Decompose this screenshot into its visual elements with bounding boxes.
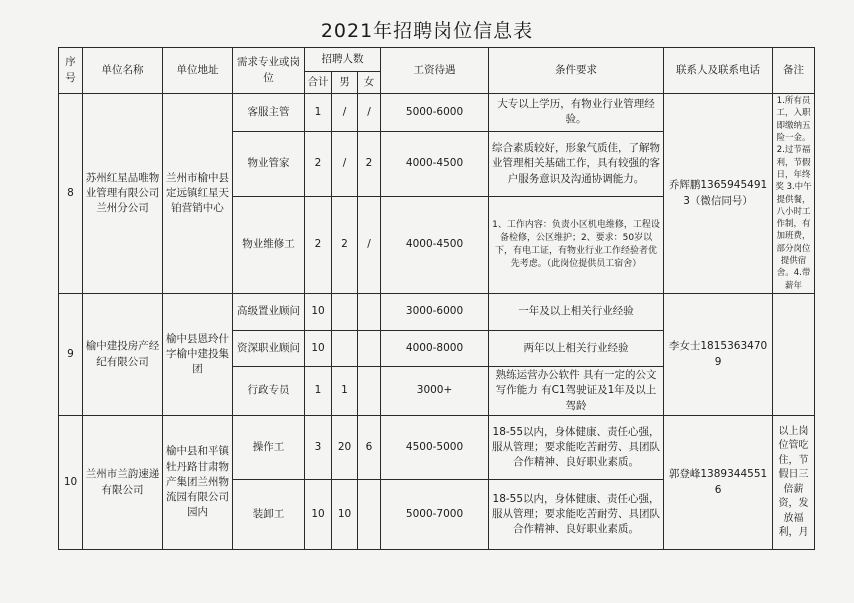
female-cell: [358, 294, 381, 331]
header-notes: 备注: [773, 48, 815, 94]
requirements-cell: 熟练运营办公软件 具有一定的公文写作能力 有C1驾驶证及1年及以上驾龄: [489, 367, 664, 416]
header-female: 女: [358, 72, 381, 94]
total-cell: 2: [305, 197, 332, 294]
total-cell: 10: [305, 331, 332, 367]
header-unit-name: 单位名称: [83, 48, 163, 94]
total-cell: 3: [305, 416, 332, 480]
header-recruit-count: 招聘人数: [305, 48, 381, 72]
female-cell: 2: [358, 131, 381, 196]
header-salary: 工资待遇: [381, 48, 489, 94]
header-unit-address: 单位地址: [163, 48, 233, 94]
salary-cell: 5000-7000: [381, 480, 489, 550]
position-cell: 物业管家: [233, 131, 305, 196]
female-cell: [358, 480, 381, 550]
male-cell: [332, 294, 358, 331]
header-contact: 联系人及联系电话: [664, 48, 773, 94]
unit-name-cell: 苏州红星品唯物业管理有限公司兰州分公司: [83, 94, 163, 294]
notes-cell: 1.所有员工，入职即缴纳五险一金。2.过节福利，节假日，年终奖 3.中午提供餐，八小时工作制，有加班费，部分岗位提供宿舍。4.带薪年: [773, 94, 815, 294]
contact-cell: 李女士18153634709: [664, 294, 773, 416]
unit-name-cell: 兰州市兰韵速递有限公司: [83, 416, 163, 550]
notes-cell: 以上岗位管吃住，节假日三倍薪资，发放福利，月: [773, 416, 815, 550]
salary-cell: 4500-5000: [381, 416, 489, 480]
seq-cell: 10: [59, 416, 83, 550]
total-cell: 1: [305, 367, 332, 416]
position-cell: 客服主管: [233, 94, 305, 132]
header-seq: 序号: [59, 48, 83, 94]
male-cell: 1: [332, 367, 358, 416]
requirements-cell: 18-55以内，身体健康、责任心强，服从管理；要求能吃苦耐劳、具团队合作精神、良好职业素质。: [489, 416, 664, 480]
male-cell: /: [332, 131, 358, 196]
unit-address-cell: 兰州市榆中县定远镇红星天铂营销中心: [163, 94, 233, 294]
position-cell: 装卸工: [233, 480, 305, 550]
salary-cell: 4000-8000: [381, 331, 489, 367]
notes-cell: [773, 294, 815, 416]
requirements-cell: 大专以上学历，有物业行业管理经验。: [489, 94, 664, 132]
table-row: [59, 294, 815, 331]
position-cell: 高级置业顾问: [233, 294, 305, 331]
salary-cell: 4000-4500: [381, 131, 489, 196]
unit-address-cell: 榆中县和平镇牡丹路甘肃物产集团兰州物流园有限公司园内: [163, 416, 233, 550]
male-cell: 10: [332, 480, 358, 550]
requirements-cell: 一年及以上相关行业经验: [489, 294, 664, 331]
unit-name-cell: 榆中建投房产经纪有限公司: [83, 294, 163, 416]
female-cell: [358, 331, 381, 367]
salary-cell: 4000-4500: [381, 197, 489, 294]
table-row: [59, 416, 815, 480]
total-cell: 2: [305, 131, 332, 196]
male-cell: 20: [332, 416, 358, 480]
position-cell: 操作工: [233, 416, 305, 480]
header-position: 需求专业或岗位: [233, 48, 305, 94]
header-row: [59, 48, 815, 72]
total-cell: 1: [305, 94, 332, 132]
requirements-cell: 两年以上相关行业经验: [489, 331, 664, 367]
male-cell: /: [332, 94, 358, 132]
female-cell: /: [358, 94, 381, 132]
total-cell: 10: [305, 294, 332, 331]
male-cell: [332, 331, 358, 367]
header-requirements: 条件要求: [489, 48, 664, 94]
salary-cell: 5000-6000: [381, 94, 489, 132]
salary-cell: 3000-6000: [381, 294, 489, 331]
contact-cell: 郭登峰13893445516: [664, 416, 773, 550]
position-cell: 资深职业顾问: [233, 331, 305, 367]
requirements-cell: 18-55以内，身体健康、责任心强，服从管理；要求能吃苦耐劳、具团队合作精神、良好职业素质。: [489, 480, 664, 550]
female-cell: [358, 367, 381, 416]
table-row: [59, 94, 815, 132]
requirements-cell: 1、工作内容：负责小区机电维修，工程设备检修，公区维护；2、要求：50岁以下，有电工证，有物业行业工作经验者优先考虑。（此岗位提供员工宿舍）: [489, 197, 664, 294]
salary-cell: 3000+: [381, 367, 489, 416]
recruitment-table: [58, 47, 815, 550]
female-cell: 6: [358, 416, 381, 480]
requirements-cell: 综合素质较好，形象气质佳，了解物业管理相关基础工作，具有较强的客户服务意识及沟通协调能力。: [489, 131, 664, 196]
male-cell: 2: [332, 197, 358, 294]
seq-cell: 9: [59, 294, 83, 416]
position-cell: 物业维修工: [233, 197, 305, 294]
header-total: 合计: [305, 72, 332, 94]
contact-cell: 乔辉鹏13659454913（微信同号）: [664, 94, 773, 294]
header-male: 男: [332, 72, 358, 94]
total-cell: 10: [305, 480, 332, 550]
female-cell: /: [358, 197, 381, 294]
position-cell: 行政专员: [233, 367, 305, 416]
seq-cell: 8: [59, 94, 83, 294]
page-title: 2021年招聘岗位信息表: [320, 20, 534, 42]
unit-address-cell: 榆中县恩玲什字榆中建投集团: [163, 294, 233, 416]
